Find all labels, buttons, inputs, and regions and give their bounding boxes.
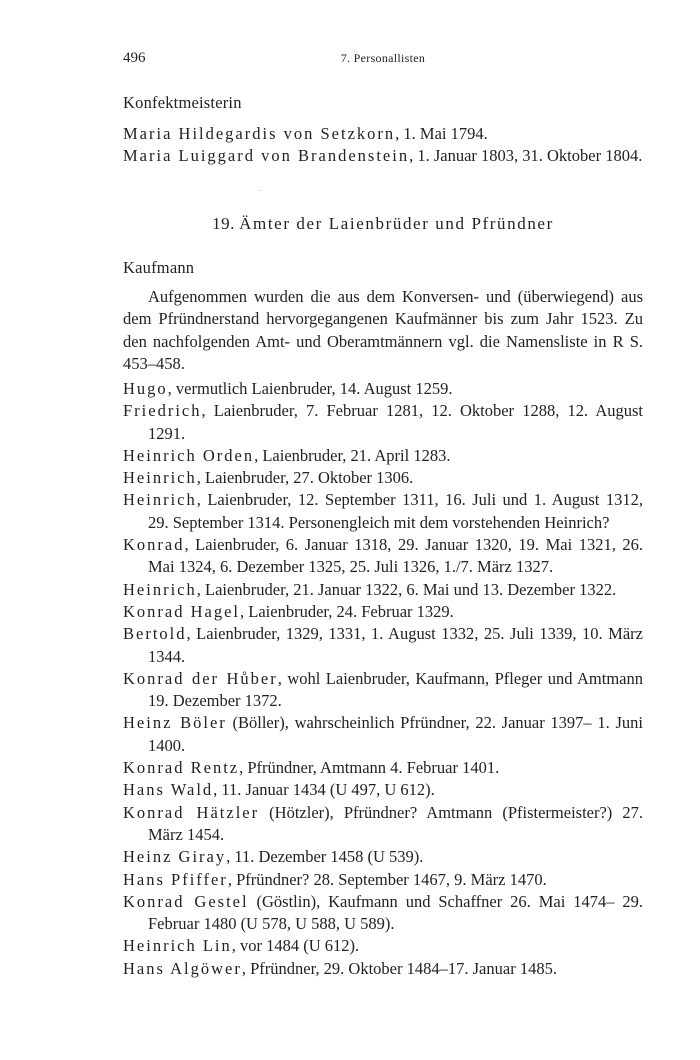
entry-name: Heinrich Lin <box>123 936 232 956</box>
entry-text: , Pfründner? 28. September 1467, 9. März 1470. <box>227 869 547 889</box>
list-entry <box>123 712 643 757</box>
entry-name: Maria Hildegardis von Setzkorn <box>123 124 396 143</box>
konfekt-entry-list <box>123 123 643 168</box>
list-entry <box>123 869 643 891</box>
list-entry <box>123 145 643 167</box>
entry-text: , Laienbruder, 7. Februar 1281, 12. Oktober 1288, 12. August 1291. <box>148 401 643 443</box>
page-number: 496 <box>123 50 146 66</box>
section-number: 19. <box>212 214 235 233</box>
entry-name: Heinz Böler <box>123 713 227 733</box>
entry-name: Heinrich <box>123 490 197 510</box>
entry-name: Hans Pfiffer <box>123 869 228 889</box>
entry-name: Konrad Hätzler <box>123 802 260 822</box>
list-entry <box>123 668 643 713</box>
list-entry <box>123 891 643 936</box>
entry-text: , vermutlich Laienbruder, 14. August 1259. <box>167 379 453 398</box>
section-heading <box>123 214 643 234</box>
entry-text: , Laienbruder, 21. Januar 1322, 6. Mai und 13. Dezember 1322. <box>196 579 617 599</box>
list-entry <box>123 779 643 801</box>
list-entry <box>123 935 643 957</box>
entry-text: , Laienbruder, 1329, 1331, 1. August 1332, 25. Juli 1339, 10. März 1344. <box>148 624 643 666</box>
entry-name: Konrad der Hůber <box>123 668 278 688</box>
kaufmann-intro: Aufgenommen wurden die aus dem Konversen- und (überwiegend) aus dem Pfründnerstand hervorgegangenen Kaufmänner bis zum Jahr 1523. Zu den nachfolgenden Amt- und Oberamtmännern vgl. die Namensliste in R S. 453–458. <box>123 287 643 374</box>
entry-name: Bertold <box>123 624 187 644</box>
konfekt-label: Konfektmeisterin <box>123 93 242 112</box>
entry-text: (Göstlin), Kaufmann und Schaffner 26. Mai 1474– 29. Februar 1480 (U 578, U 588, U 589). <box>148 891 644 934</box>
list-entry <box>123 534 643 579</box>
entry-name: Konrad Hagel <box>123 601 241 621</box>
entry-text: , wohl Laienbruder, Kaufmann, Pfleger und Amtmann 19. Dezember 1372. <box>148 668 643 711</box>
entry-text: , Pfründner, 29. Oktober 1484–17. Januar 1485. <box>241 958 557 978</box>
entry-text: , 1. Januar 1803, 31. Oktober 1804. <box>409 146 643 166</box>
entry-text: (Böller), wahrscheinlich Pfründner, 22. Januar 1397– 1. Juni 1400. <box>148 713 643 755</box>
entry-name: Hans Algöwer <box>123 958 242 978</box>
list-entry <box>123 400 643 445</box>
kaufmann-entry-list <box>123 378 643 980</box>
list-entry <box>123 601 643 623</box>
entry-name: Konrad <box>123 535 185 555</box>
entry-text: , Laienbruder, 27. Oktober 1306. <box>196 468 414 488</box>
entry-text: (Hötzler), Pfründner? Amtmann (Pfistermeister?) 27. März 1454. <box>148 802 643 844</box>
list-entry <box>123 467 643 489</box>
entry-text: , Laienbruder, 12. September 1311, 16. Juli und 1. August 1312, 29. September 1314. Personengleich mit dem vorstehenden Heinrich? <box>148 490 643 532</box>
list-entry <box>123 958 643 980</box>
entry-text: , Laienbruder, 21. April 1283. <box>254 445 451 465</box>
entry-text: , 1. Mai 1794. <box>395 124 488 143</box>
list-entry <box>123 579 643 601</box>
entry-text: , Pfründner, Amtmann 4. Februar 1401. <box>239 758 500 778</box>
entry-name: Heinz Giray <box>123 847 227 867</box>
list-entry <box>123 846 643 868</box>
entry-name: Friedrich <box>123 401 202 421</box>
entry-text: , 11. Januar 1434 (U 497, U 612). <box>213 780 435 800</box>
list-entry <box>123 123 643 145</box>
entry-name: Heinrich Orden <box>123 445 255 465</box>
entry-name: Hugo <box>123 379 168 398</box>
list-entry <box>123 802 643 847</box>
kaufmann-label: Kaufmann <box>123 258 195 277</box>
entry-name: Hans Wald <box>123 780 214 800</box>
entry-text: , Laienbruder, 6. Januar 1318, 29. Januar 1320, 19. Mai 1321, 26. Mai 1324, 6. Dezember 1325, 25. Juli 1326, 1./7. März 1327. <box>148 535 643 577</box>
entry-name: Konrad Rentz <box>123 758 240 778</box>
list-entry <box>123 445 643 467</box>
entry-name: Heinrich <box>123 468 197 488</box>
entry-text: , 11. Dezember 1458 (U 539). <box>226 847 424 867</box>
entry-text: , vor 1484 (U 612). <box>231 936 360 956</box>
list-entry <box>123 489 643 534</box>
entry-name: Maria Luiggard von Brandenstein <box>123 146 410 166</box>
print-speck <box>260 190 261 191</box>
list-entry <box>123 378 643 400</box>
entry-text: , Laienbruder, 24. Februar 1329. <box>240 601 454 621</box>
page-header <box>123 50 643 70</box>
list-entry <box>123 757 643 779</box>
list-entry <box>123 623 643 668</box>
running-head: 7. Personallisten <box>340 51 426 65</box>
entry-name: Konrad Gestel <box>123 891 249 911</box>
section-title: Ämter der Laienbrüder und Pfründner <box>239 214 554 233</box>
entry-name: Heinrich <box>123 579 197 599</box>
